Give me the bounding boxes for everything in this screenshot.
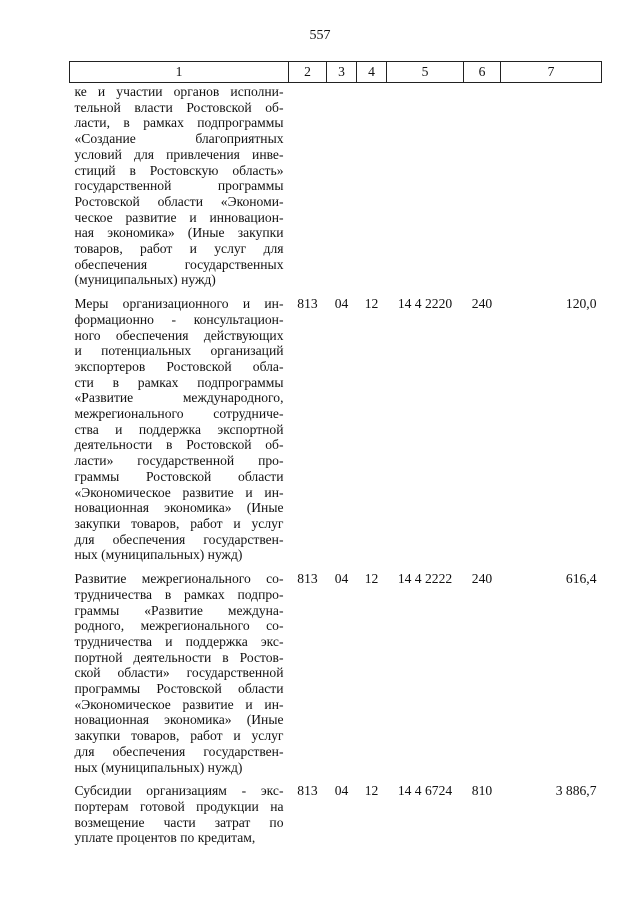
description-line: «Экономическое развитие и ин- (74, 696, 284, 712)
description-line: программы Ростовской области (74, 681, 284, 697)
ministry-code: 813 (297, 571, 318, 587)
description-line: условий для привлечения инве- (74, 146, 284, 162)
header-col-7: 7 (501, 62, 602, 83)
description-line: для обеспечения государствен- (74, 743, 284, 759)
header-col-6: 6 (464, 62, 501, 83)
target-article-code: 14 4 2220 (397, 296, 453, 312)
description-line: межрегионального сотрудниче- (74, 406, 284, 422)
subsection-code: 12 (364, 296, 379, 312)
target-article-code: 14 4 2222 (397, 571, 453, 587)
description-line: новационная экономика» (Иные (74, 712, 284, 728)
table-row (70, 782, 602, 853)
table-row (70, 295, 602, 570)
description-line: «Создание благоприятных (74, 131, 284, 147)
description-line: Меры организационного и ин- (74, 296, 284, 312)
expense-type-code: 240 (471, 296, 493, 312)
description-line: ных (муниципальных) нужд) (74, 759, 243, 775)
description-line: граммы «Развитие междуна- (74, 602, 284, 618)
table-row (70, 83, 602, 296)
description-line: стиций в Ростовскую область» (74, 162, 284, 178)
amount (501, 83, 602, 296)
header-col-2: 2 (289, 62, 327, 83)
section-code (327, 83, 357, 296)
header-col-4: 4 (357, 62, 387, 83)
description-line: закупки товаров, работ и услуг (74, 728, 284, 744)
description-line: обеспечения государственных (74, 256, 284, 272)
description-line: трудничества и поддержка экс- (74, 633, 284, 649)
description-line: возмещение части затрат по (74, 814, 284, 830)
description-line: ного обеспечения действующих (74, 327, 284, 343)
table-body (70, 83, 602, 854)
description-line: тельной власти Ростовской об- (74, 99, 284, 115)
description-line: трудничества в рамках подпро- (74, 586, 284, 602)
page-number: 557 (309, 28, 331, 43)
row-description (70, 782, 289, 853)
row-description (70, 295, 289, 570)
description-line: для обеспечения государствен- (74, 531, 284, 547)
description-line: родного, межрегионального со- (74, 618, 284, 634)
expense-type-code: 240 (471, 571, 493, 587)
section-code: 04 (334, 571, 349, 587)
description-line: «Развитие международного, (74, 390, 284, 406)
description-line: портной деятельности в Ростов- (74, 649, 284, 665)
description-line: ства и поддержка экспортной (74, 421, 284, 437)
description-line: деятельности в Ростовской об- (74, 437, 284, 453)
subsection-code: 12 (364, 571, 379, 587)
description-line: ная экономика» (Иные закупки (74, 225, 284, 241)
subsection-code: 12 (364, 783, 379, 799)
section-code: 04 (334, 783, 349, 799)
description-line: ласти» государственной про- (74, 453, 284, 469)
description-line: ческое развитие и инновацион- (74, 209, 284, 225)
description-line: формационно - консультацион- (74, 311, 284, 327)
description-line: портерам готовой продукции на (74, 798, 284, 814)
row-description (70, 83, 289, 296)
header-col-5: 5 (387, 62, 464, 83)
description-line: и потенциальных организаций (74, 343, 284, 359)
expense-type-code (464, 83, 501, 296)
description-line: новационная экономика» (Иные (74, 500, 284, 516)
description-line: экспортеров Ростовской обла- (74, 358, 284, 374)
description-line: ке и участии органов исполни- (74, 84, 284, 99)
row-description (70, 570, 289, 782)
description-line: Развитие межрегионального со- (74, 571, 284, 587)
amount: 3 886,7 (555, 783, 597, 799)
description-line: Ростовской области «Экономи- (74, 193, 284, 209)
target-article-code (387, 83, 464, 296)
budget-table (69, 61, 602, 853)
description-line: сти в рамках подпрограммы (74, 374, 284, 390)
amount: 120,0 (565, 296, 597, 312)
ministry-code: 813 (297, 783, 318, 799)
section-code: 04 (334, 296, 349, 312)
description-line: товаров, работ и услуг для (74, 241, 284, 257)
subsection-code (357, 83, 387, 296)
description-line: ласти, в рамках подпрограммы (74, 115, 284, 131)
description-line: государственной программы (74, 178, 284, 194)
description-line: уплате процентов по кредитам, (74, 830, 256, 846)
ministry-code (289, 83, 327, 296)
description-line: «Экономическое развитие и ин- (74, 484, 284, 500)
description-line: закупки товаров, работ и услуг (74, 515, 284, 531)
description-line: Субсидии организациям - экс- (74, 783, 284, 799)
description-line: (муниципальных) нужд) (74, 272, 216, 288)
header-row (70, 62, 602, 83)
description-line: ных (муниципальных) нужд) (74, 547, 243, 563)
description-line: граммы Ростовской области (74, 468, 284, 484)
description-line: ской области» государственной (74, 665, 284, 681)
ministry-code: 813 (297, 296, 318, 312)
table-row (70, 570, 602, 782)
header-col-1: 1 (70, 62, 289, 83)
header-col-3: 3 (327, 62, 357, 83)
amount: 616,4 (565, 571, 597, 587)
expense-type-code: 810 (471, 783, 493, 799)
target-article-code: 14 4 6724 (397, 783, 453, 799)
